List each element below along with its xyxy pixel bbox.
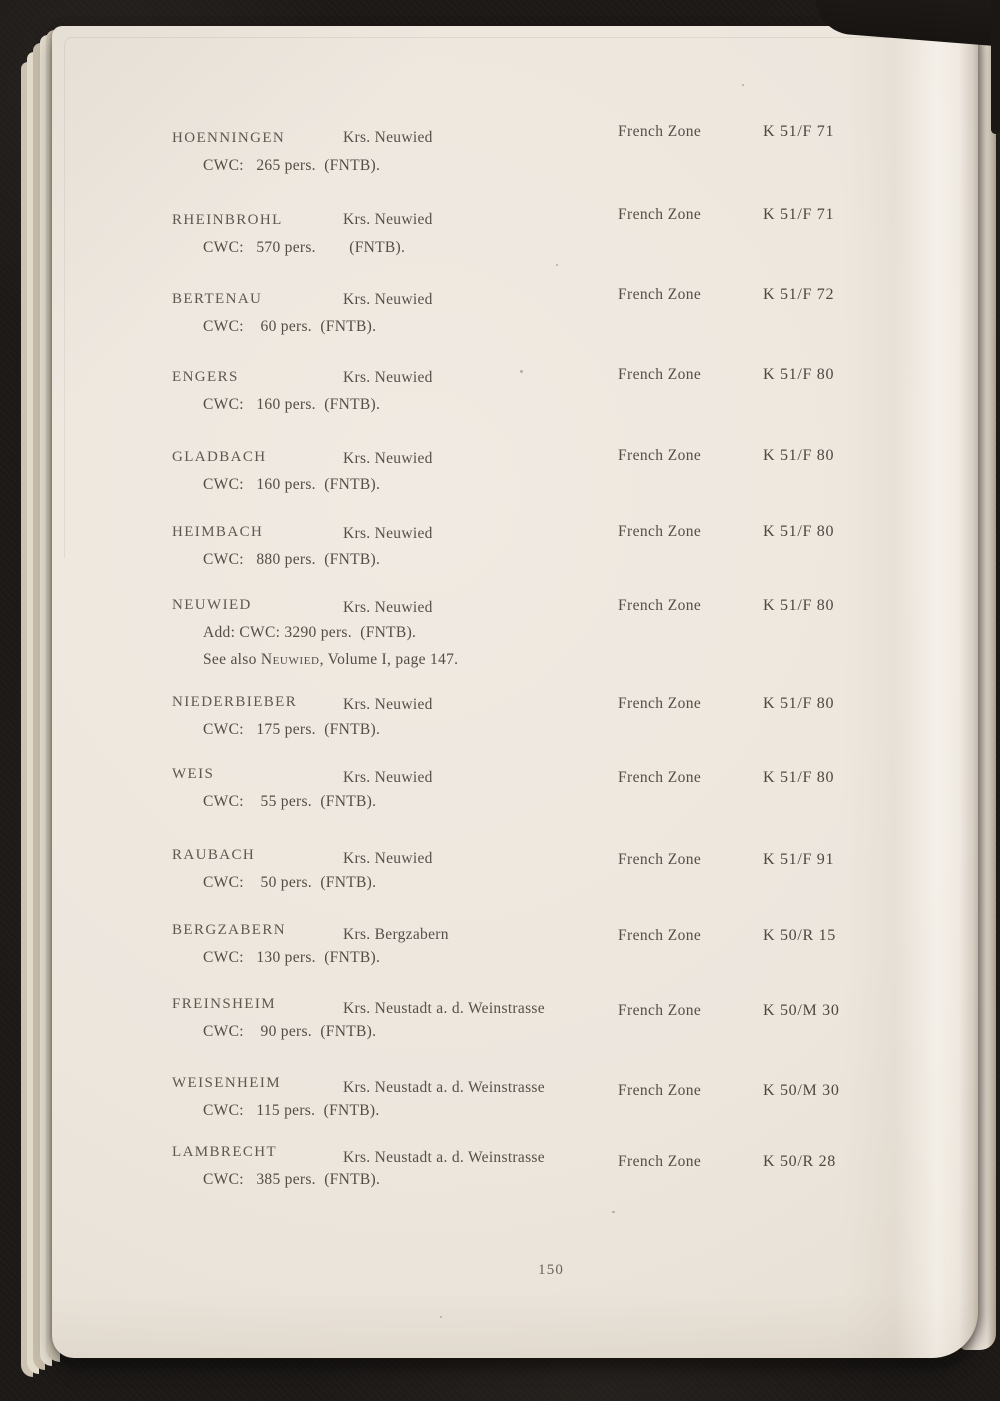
district-label: Krs. Neuwied bbox=[343, 129, 433, 146]
occupation-zone-label: French Zone bbox=[618, 286, 702, 303]
detail-line bbox=[203, 625, 416, 641]
detail-segment: CWC: 160 pers. (FNTB). bbox=[203, 476, 381, 493]
occupation-zone-label: French Zone bbox=[618, 366, 702, 383]
map-reference: K 51/F 80 bbox=[763, 366, 835, 383]
map-reference: K 51/F 80 bbox=[763, 695, 835, 712]
map-reference: K 50/R 28 bbox=[763, 1153, 836, 1170]
detail-line bbox=[203, 1172, 380, 1188]
book-page bbox=[52, 26, 978, 1358]
map-reference: K 51/F 80 bbox=[763, 447, 835, 464]
detail-line bbox=[203, 397, 380, 413]
district-label: Krs. Neustadt a. d. Weinstrasse bbox=[343, 1149, 545, 1166]
detail-segment: CWC: 385 pers. (FNTB). bbox=[203, 1171, 381, 1188]
map-reference: K 51/F 80 bbox=[763, 597, 835, 614]
detail-line bbox=[203, 950, 380, 966]
occupation-zone-label: French Zone bbox=[618, 123, 702, 140]
detail-segment: See also bbox=[203, 651, 261, 668]
occupation-zone-label: French Zone bbox=[618, 1153, 702, 1170]
occupation-zone-label: French Zone bbox=[618, 206, 702, 223]
town-name: HEIMBACH bbox=[172, 524, 264, 540]
town-name: BERGZABERN bbox=[172, 922, 287, 938]
detail-segment: Add: CWC: 3290 pers. (FNTB). bbox=[203, 624, 417, 641]
detail-line bbox=[203, 794, 376, 810]
detail-segment: CWC: 130 pers. (FNTB). bbox=[203, 949, 381, 966]
occupation-zone-label: French Zone bbox=[618, 927, 702, 944]
map-reference: K 50/M 30 bbox=[763, 1002, 840, 1019]
town-name: FREINSHEIM bbox=[172, 996, 277, 1012]
detail-segment: CWC: 60 pers. (FNTB). bbox=[203, 318, 377, 335]
detail-line bbox=[203, 552, 380, 568]
detail-segment: CWC: 115 pers. (FNTB). bbox=[203, 1102, 380, 1119]
paper-speck bbox=[612, 1211, 615, 1213]
paper-speck bbox=[556, 264, 558, 266]
page-content bbox=[52, 26, 978, 1358]
district-label: Krs. Neuwied bbox=[343, 696, 433, 713]
detail-segment: CWC: 265 pers. (FNTB). bbox=[203, 157, 381, 174]
district-label: Krs. Neuwied bbox=[343, 450, 433, 467]
district-label: Krs. Neuwied bbox=[343, 850, 433, 867]
detail-line bbox=[203, 158, 380, 174]
map-reference: K 51/F 71 bbox=[763, 206, 835, 223]
detail-line bbox=[203, 652, 458, 668]
detail-line bbox=[203, 875, 376, 891]
district-label: Krs. Neuwied bbox=[343, 211, 433, 228]
town-name: NEUWIED bbox=[172, 597, 252, 613]
district-label: Krs. Bergzabern bbox=[343, 926, 449, 943]
district-label: Krs. Neuwied bbox=[343, 769, 433, 786]
town-name: WEIS bbox=[172, 766, 215, 782]
map-reference: K 51/F 80 bbox=[763, 523, 835, 540]
paper-speck bbox=[742, 84, 744, 86]
detail-segment: CWC: 90 pers. (FNTB). bbox=[203, 1023, 377, 1040]
detail-segment: CWC: 175 pers. (FNTB). bbox=[203, 721, 381, 738]
occupation-zone-label: French Zone bbox=[618, 851, 702, 868]
detail-segment: CWC: 160 pers. (FNTB). bbox=[203, 396, 381, 413]
district-label: Krs. Neuwied bbox=[343, 599, 433, 616]
occupation-zone-label: French Zone bbox=[618, 769, 702, 786]
map-reference: K 50/R 15 bbox=[763, 927, 836, 944]
map-reference: K 51/F 72 bbox=[763, 286, 835, 303]
district-label: Krs. Neuwied bbox=[343, 291, 433, 308]
district-label: Krs. Neustadt a. d. Weinstrasse bbox=[343, 1000, 545, 1017]
detail-segment: Neuwied bbox=[260, 651, 320, 668]
district-label: Krs. Neuwied bbox=[343, 525, 433, 542]
map-reference: K 51/F 71 bbox=[763, 123, 835, 140]
town-name: GLADBACH bbox=[172, 449, 267, 465]
town-name: NIEDERBIEBER bbox=[172, 694, 298, 710]
paper-speck bbox=[520, 370, 523, 373]
detail-segment: , Volume I, page 147. bbox=[319, 651, 459, 668]
town-name: RAUBACH bbox=[172, 847, 256, 863]
paper-speck bbox=[440, 1316, 442, 1318]
occupation-zone-label: French Zone bbox=[618, 523, 702, 540]
occupation-zone-label: French Zone bbox=[618, 1002, 702, 1019]
district-label: Krs. Neustadt a. d. Weinstrasse bbox=[343, 1079, 545, 1096]
town-name: LAMBRECHT bbox=[172, 1144, 278, 1160]
detail-segment: CWC: 55 pers. (FNTB). bbox=[203, 793, 377, 810]
detail-line bbox=[203, 1103, 380, 1119]
map-reference: K 51/F 91 bbox=[763, 851, 835, 868]
town-name: HOENNINGEN bbox=[172, 130, 286, 146]
occupation-zone-label: French Zone bbox=[618, 447, 702, 464]
detail-line bbox=[203, 240, 405, 256]
occupation-zone-label: French Zone bbox=[618, 695, 702, 712]
background-notch-right bbox=[991, 0, 1000, 134]
occupation-zone-label: French Zone bbox=[618, 597, 702, 614]
detail-segment: CWC: 570 pers. (FNTB). bbox=[203, 239, 406, 256]
detail-line bbox=[203, 319, 376, 335]
map-reference: K 50/M 30 bbox=[763, 1082, 840, 1099]
district-label: Krs. Neuwied bbox=[343, 369, 433, 386]
detail-line bbox=[203, 722, 380, 738]
town-name: BERTENAU bbox=[172, 291, 263, 307]
detail-line bbox=[203, 1024, 376, 1040]
town-name: WEISENHEIM bbox=[172, 1075, 281, 1091]
detail-segment: CWC: 50 pers. (FNTB). bbox=[203, 874, 377, 891]
occupation-zone-label: French Zone bbox=[618, 1082, 702, 1099]
town-name: ENGERS bbox=[172, 369, 239, 385]
detail-segment: CWC: 880 pers. (FNTB). bbox=[203, 551, 381, 568]
town-name: RHEINBROHL bbox=[172, 212, 283, 228]
detail-line bbox=[203, 477, 380, 493]
page-number: 150 bbox=[538, 1262, 565, 1278]
map-reference: K 51/F 80 bbox=[763, 769, 835, 786]
